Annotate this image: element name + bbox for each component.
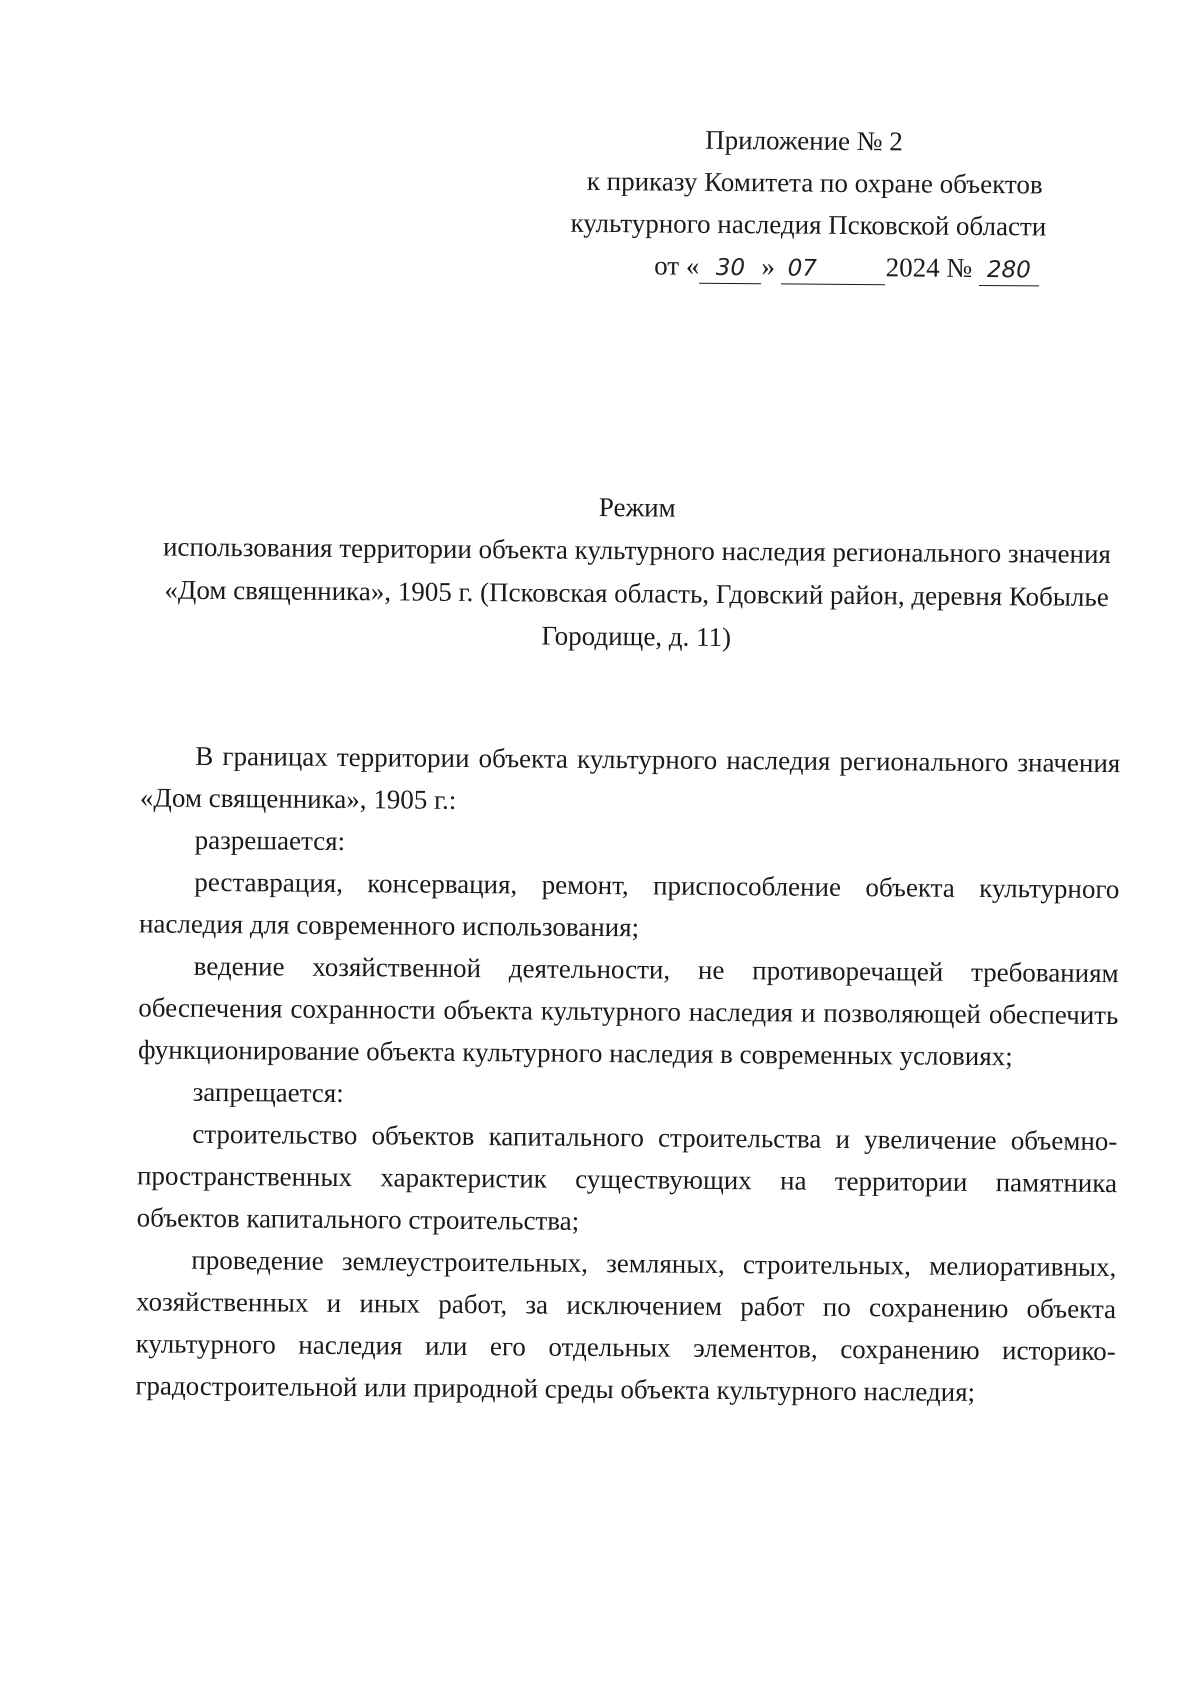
handwritten-order-number: 280 <box>979 255 1039 286</box>
appendix-order-reference: к приказу Комитета по охране объектов <box>586 165 1043 200</box>
appendix-header <box>564 118 1125 290</box>
allowed-item: реставрация, консервация, ремонт, приспособление объекта культурного наследия для современного использования; <box>138 866 1120 943</box>
date-mid: » <box>761 251 776 282</box>
handwritten-day: 30 <box>699 253 761 284</box>
handwritten-month: 07 <box>782 253 886 285</box>
date-prefix: от « <box>654 250 700 281</box>
intro-paragraph: В границах территории объекта культурного наследия регионального значения «Дом священника», 1905 г.: <box>139 740 1121 815</box>
document-body <box>135 734 1120 1414</box>
document-title <box>141 482 1132 662</box>
forbidden-item: строительство объектов капитального строительства и увеличение объемно-пространственных характеристик существующих на территории памятника объектов капитального строительства; <box>136 1118 1118 1236</box>
appendix-committee: культурного наследия Псковской области <box>570 207 1047 242</box>
forbidden-label: запрещается: <box>192 1076 344 1108</box>
appendix-date-line <box>564 244 1124 290</box>
date-year: 2024 № <box>885 252 973 283</box>
title-heading: Режим <box>598 491 676 523</box>
appendix-number: Приложение № 2 <box>705 124 903 157</box>
allowed-label: разрешается: <box>194 824 346 856</box>
title-subtitle: использования территории объекта культурного наследия регионального значения «Дом священника», 1905 г. (Псковская область, Гдовский район, деревня Кобылье Городище, д. 11) <box>162 531 1112 653</box>
allowed-item: ведение хозяйственной деятельности, не противоречащей требованиям обеспечения сохранности объекта культурного наследия и позволяющей обеспечить функционирование объекта культурного наследия в современных условиях; <box>137 950 1119 1072</box>
forbidden-item: проведение землеустроительных, земляных, строительных, мелиоративных, хозяйственных и иных работ, за исключением работ по сохранению объекта культурного наследия или его отдельных элементов, сохранению историко-градостроительной или природной среды объекта культурного наследия; <box>135 1244 1117 1407</box>
